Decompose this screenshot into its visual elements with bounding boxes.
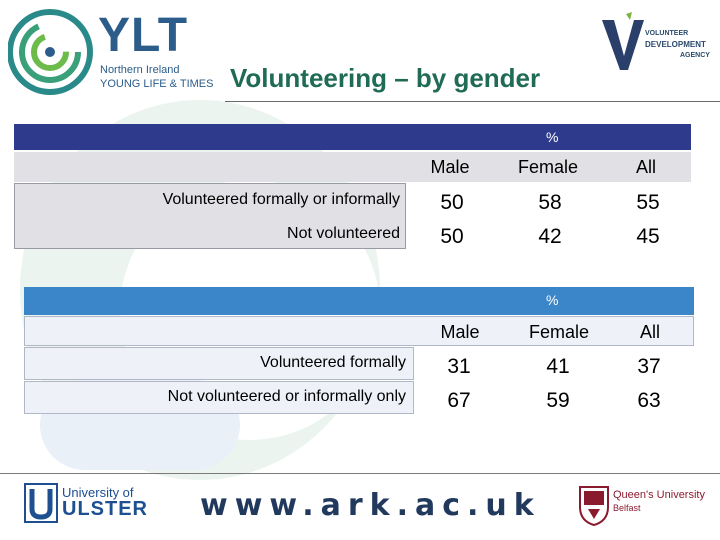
table-header-bar (24, 287, 694, 315)
table-cell: 50 (440, 191, 464, 214)
row-label: Volunteered formally or informally (162, 191, 400, 208)
vda-text: AGENCY (680, 52, 710, 59)
queens-crest-icon (578, 483, 610, 527)
table-cell: 63 (637, 389, 661, 412)
column-header-row (24, 316, 694, 346)
table-cell: 50 (440, 225, 464, 248)
table-cell: 42 (538, 225, 562, 248)
footer-divider (0, 473, 720, 474)
ylt-subtitle: YOUNG LIFE & TIMES (100, 78, 214, 90)
column-header-female: Female (517, 157, 579, 177)
percent-label: % (546, 292, 559, 308)
table-cell: 45 (636, 225, 660, 248)
ark-url-link[interactable]: www.ark.ac.uk (200, 488, 541, 523)
row-label: Not volunteered (287, 225, 400, 242)
ulster-logo-icon (24, 483, 58, 523)
ylt-logo (8, 6, 228, 96)
vda-logo (600, 12, 710, 82)
table-cell: 59 (546, 389, 570, 412)
row-label: Volunteered formally (260, 354, 406, 371)
table-cell: 67 (447, 389, 471, 412)
table-cell: 31 (447, 355, 471, 378)
column-header-all: All (635, 157, 656, 177)
ulster-text: University of (62, 485, 134, 500)
queens-text: Belfast (613, 503, 641, 513)
column-header-male: Male (440, 322, 480, 342)
ylt-wordmark: YLT (98, 9, 189, 62)
page-title: Volunteering – by gender (230, 63, 541, 93)
queens-text: Queen's University (613, 489, 705, 501)
column-header-row (14, 152, 691, 182)
ylt-spiral-icon (8, 6, 94, 98)
ulster-text: ULSTER (62, 498, 148, 520)
vda-text: VOLUNTEER (645, 30, 689, 37)
table-header-bar (14, 124, 691, 150)
vda-text: DEVELOPMENT (645, 40, 706, 49)
table-cell: 41 (546, 355, 570, 378)
column-header-all: All (639, 322, 660, 342)
column-header-female: Female (528, 322, 590, 342)
header-divider (225, 101, 720, 102)
table-cell: 55 (636, 191, 660, 214)
table-cell: 37 (637, 355, 661, 378)
table-cell: 58 (538, 191, 562, 214)
percent-label: % (546, 129, 559, 145)
vda-v-icon (600, 12, 646, 72)
column-header-male: Male (430, 157, 470, 177)
ylt-subtitle: Northern Ireland (100, 64, 180, 76)
row-label: Not volunteered or informally only (167, 388, 406, 405)
